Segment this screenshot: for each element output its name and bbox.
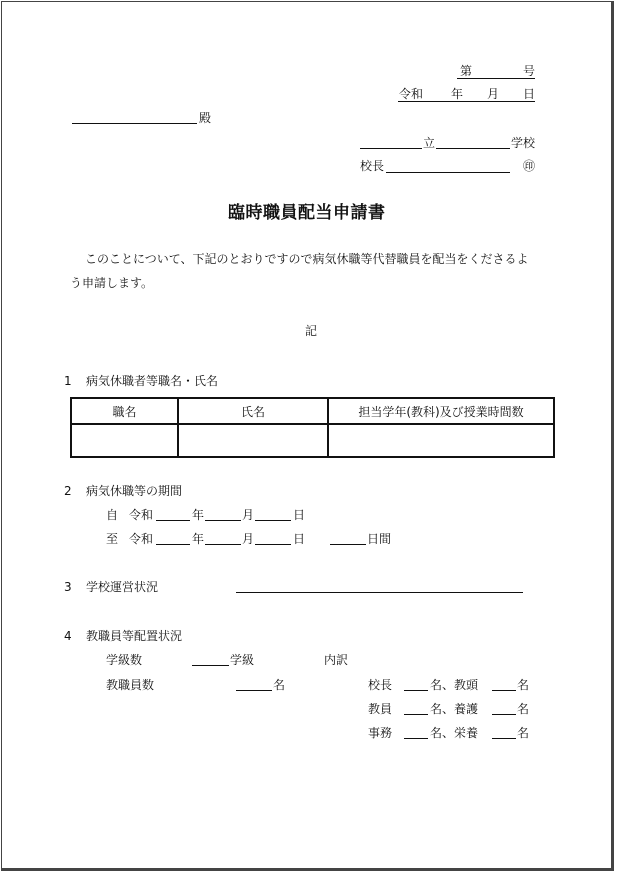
from-day-blank [255,520,291,521]
col-header-name: 氏名 [178,398,328,424]
days-count-blank [330,544,366,545]
col-header-title: 職名 [71,398,178,424]
staff-count-suffix: 名 [273,678,286,692]
staff-count-label: 教職員数 [106,678,155,692]
section4-number: 4 [64,629,72,643]
breakdown-row-1-mid: 名、教頭 [430,678,479,692]
school-gakko: 学校 [511,136,536,150]
col-header-grade-hours: 担当学年(教科)及び授業時間数 [328,398,554,424]
cell-title[interactable] [71,424,178,457]
breakdown-row-2-blank-a [404,714,428,715]
breakdown-label: 内訳 [324,653,349,667]
school-name-blank [436,148,510,149]
date-underline [398,101,535,102]
to-day: 日 [293,532,306,546]
doc-number-dai: 第 [460,64,473,78]
to-year: 年 [192,532,205,546]
breakdown-row-3-blank-a [404,738,428,739]
period-from-label: 自 [106,508,119,522]
principal-name-blank [386,172,510,173]
school-ritsu: 立 [423,136,436,150]
breakdown-row-3-blank-b [492,738,516,739]
table-row [71,424,554,457]
staff-count-blank [236,690,272,691]
breakdown-row-1-label: 校長 [368,678,393,692]
document-title: 臨時職員配当申請書 [228,203,386,223]
breakdown-row-1-blank-a [404,690,428,691]
principal-label: 校長 [360,159,385,173]
from-month: 月 [242,508,255,522]
to-month: 月 [242,532,255,546]
classes-blank [192,665,229,666]
date-month: 月 [487,87,500,101]
from-year-blank [156,520,190,521]
days-suffix: 日間 [367,532,392,546]
section4-heading: 教職員等配置状況 [86,629,183,643]
period-to-label: 至 [106,532,119,546]
section2-number: 2 [64,484,72,498]
body-line-1: このことについて、下記のとおりですので病気休職等代替職員を配当をくださるよ [85,252,529,266]
cell-name[interactable] [178,424,328,457]
table-header-row [71,398,554,424]
section3-number: 3 [64,580,72,594]
period-to-era: 令和 [129,532,154,546]
staff-table [70,397,555,458]
breakdown-row-3-mid: 名、栄養 [430,726,479,740]
from-day: 日 [293,508,306,522]
addressee-suffix: 殿 [199,111,212,125]
from-month-blank [205,520,241,521]
to-month-blank [205,544,241,545]
doc-number-underline [457,78,535,79]
from-year: 年 [192,508,205,522]
classes-suffix: 学級 [230,653,255,667]
school-prefecture-blank [360,148,422,149]
date-era: 令和 [399,87,424,101]
date-day: 日 [523,87,536,101]
section1-number: 1 [64,374,72,388]
breakdown-row-2-suffix: 名 [517,702,530,716]
seal-mark: ㊞ [523,159,536,173]
ki-heading: 記 [305,324,318,338]
date-year: 年 [451,87,464,101]
school-status-blank [236,592,523,593]
breakdown-row-1-suffix: 名 [517,678,530,692]
section1-heading: 病気休職者等職名・氏名 [86,374,219,388]
cell-grade-hours[interactable] [328,424,554,457]
classes-label: 学級数 [106,653,143,667]
breakdown-row-2-mid: 名、養護 [430,702,479,716]
section3-heading: 学校運営状況 [86,580,159,594]
body-line-2: う申請します。 [70,276,154,290]
doc-number-go: 号 [523,64,536,78]
breakdown-row-3-label: 事務 [368,726,393,740]
addressee-blank [72,123,197,124]
period-from-era: 令和 [129,508,154,522]
breakdown-row-3-suffix: 名 [517,726,530,740]
to-year-blank [156,544,190,545]
section2-heading: 病気休職等の期間 [86,484,183,498]
breakdown-row-2-blank-b [492,714,516,715]
application-form-page [1,1,614,871]
breakdown-row-2-label: 教員 [368,702,393,716]
breakdown-row-1-blank-b [492,690,516,691]
to-day-blank [255,544,291,545]
